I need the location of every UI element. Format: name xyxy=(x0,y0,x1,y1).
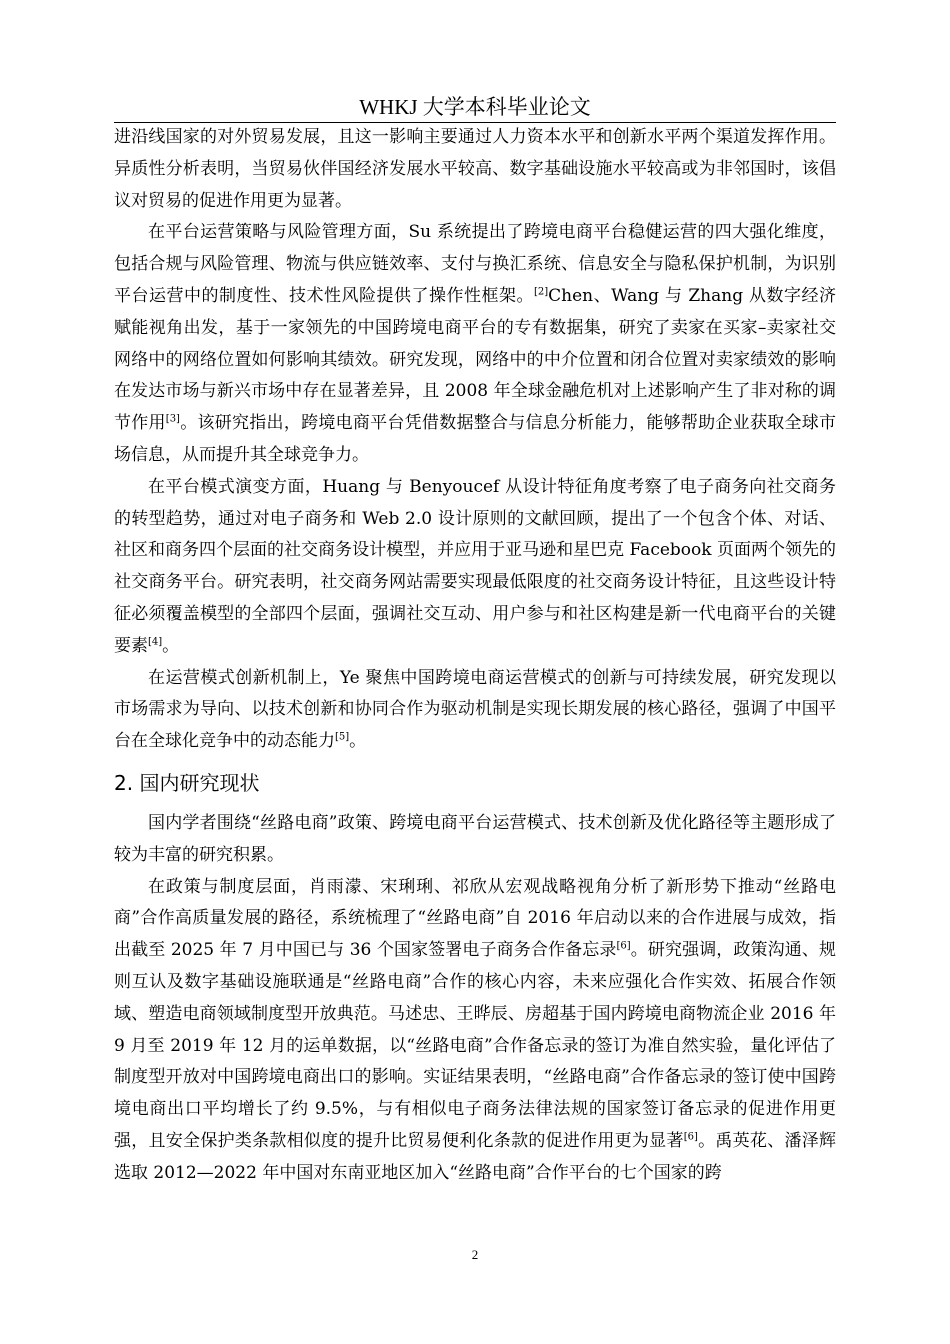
citation: [6] xyxy=(683,1131,698,1143)
paragraph-text: 。 xyxy=(349,731,367,752)
paragraph-text: Chen、Wang 与 Zhang 从数字经济赋能视角出发，基于一家领先的中国跨境电商平台的专有数据集，研究了卖家在买家–卖家社交网络中的网络位置如何影响其绩效。研究发现，网络中的中介位置和闭合位置对卖家绩效的影响在发达市场与新兴市场中存在显著差异，且 2008 年全球金融危机对上述影响产生了非对称的调节作用 xyxy=(114,285,836,434)
paragraph-text: 在运营模式创新机制上，Ye 聚焦中国跨境电商运营模式的创新与可持续发展，研究发现以市场需求为导向、以技术创新和协同合作为驱动机制是实现长期发展的核心路径，强调了中国平台在全球化竞争中的动态能力 xyxy=(114,667,836,752)
paragraph-policy xyxy=(114,872,836,1190)
paragraph-operation-innovation xyxy=(114,663,836,758)
section-heading: 2. 国内研究现状 xyxy=(114,770,260,795)
paragraph-text: 。禹英花、潘泽辉选取 2012—2022 年中国对东南亚地区加入“丝路电商”合作平台的七个国家的跨 xyxy=(114,1130,837,1183)
citation: [5] xyxy=(335,731,350,743)
paragraph-text: 。 xyxy=(162,635,180,656)
citation: [2] xyxy=(533,286,549,298)
paragraph-text: 。该研究指出，跨境电商平台凭借数据整合与信息分析能力，能够帮助企业获取全球市场信息，从而提升其全球竞争力。 xyxy=(114,413,837,465)
paragraph-text: 国内学者围绕“丝路电商”政策、跨境电商平台运营模式、技术创新及优化路径等主题形成了较为丰富的研究积累。 xyxy=(114,812,836,865)
paragraph-text: 在平台运营策略与风险管理方面，Su 系统提出了跨境电商平台稳健运营的四大强化维度，包括合规与风险管理、物流与供应链效率、支付与换汇系统、信息安全与隐私保护机制，为识别平台运营中的制度性、技术性风险提供了操作性框架。 xyxy=(114,222,836,306)
citation: [3] xyxy=(165,413,180,425)
body-text xyxy=(114,122,836,1190)
paragraph-continuation xyxy=(114,122,836,217)
paragraph-domestic-intro xyxy=(114,808,836,872)
running-header: WHKJ 大学本科毕业论文 xyxy=(359,95,591,119)
paragraph-text: 。研究强调，政策沟通、规则互认及数字基础设施联通是“丝路电商”合作的核心内容，未来应强化合作实效、拓展合作领域、塑造电商领域制度型开放典范。马述忠、王晔辰、房超基于国内跨境电商物流企业 2016 年 9 月至 2019 年 12 月的运单数据，以“丝路电商”合作备忘录的签订为准自然实验，量化评估了制度型开放对中国跨境电商出口的影响。实证结果表明，“丝路电商”合作备忘录的签订使中国跨境电商出口平均增长了约 9.5%，与有相似电子商务法律法规的国家签订备忘录的促进作用更强，且安全保护类条款相似度的提升比贸易便利化条款的促进作用更为显著 xyxy=(114,940,836,1151)
paragraph-text: 在平台模式演变方面，Huang 与 Benyoucef 从设计特征角度考察了电子商务向社交商务的转型趋势，通过对电子商务和 Web 2.0 设计原则的文献回顾，提出了一个包含个体、对话、社区和商务四个层面的社交商务设计模型，并应用于亚马逊和星巴克 Facebook 页面两个领先的社交商务平台。研究表明，社交商务网站需要实现最低限度的社交商务设计特征，且这些设计特征必须覆盖模型的全部四个层面，强调社交互动、用户参与和社区构建是新一代电商平台的关键要素 xyxy=(114,476,836,656)
paragraph-platform-operations xyxy=(114,217,836,471)
paragraph-platform-model xyxy=(114,472,836,663)
citation: [4] xyxy=(148,636,163,648)
paragraph-text: 在政策与制度层面，肖雨濛、宋琍琍、祁欣从宏观战略视角分析了新形势下推动“丝路电商”合作高质量发展的路径，系统梳理了“丝路电商”自 2016 年启动以来的合作进展与成效，指出截至 2025 年 7 月中国已与 36 个国家签署电子商务合作备忘录 xyxy=(114,876,836,961)
citation: [6] xyxy=(616,940,631,952)
page-number: 2 xyxy=(471,1247,479,1262)
paragraph-text: 进沿线国家的对外贸易发展，且这一影响主要通过人力资本水平和创新水平两个渠道发挥作用。异质性分析表明，当贸易伙伴国经济发展水平较高、数字基础设施水平较高或为非邻国时，该倡议对贸易的促进作用更为显著。 xyxy=(114,127,836,211)
